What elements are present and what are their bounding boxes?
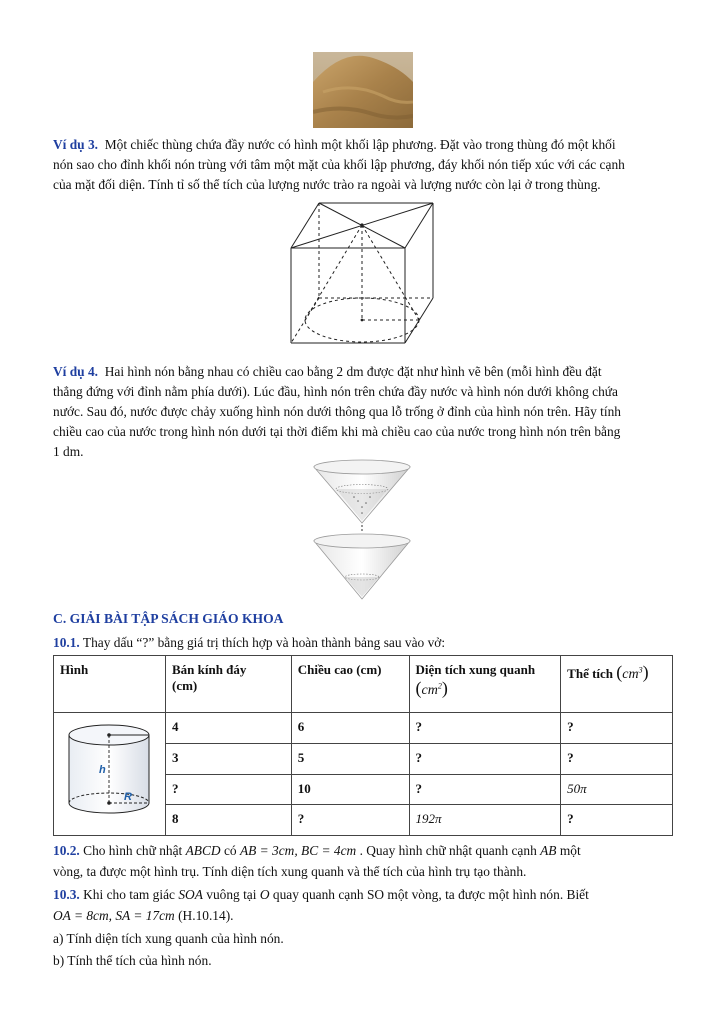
cube-cone-figure xyxy=(285,198,445,356)
sand-pile-photo xyxy=(313,52,413,128)
cell-volume: ? xyxy=(561,805,673,836)
cell-height: 5 xyxy=(291,743,409,774)
example-4-line-5: 1 dm. xyxy=(53,444,84,459)
exercise-10-3-label: 10.3. xyxy=(53,887,80,902)
cylinder-table xyxy=(53,655,673,836)
cylinder-figure xyxy=(54,713,164,831)
exercise-10-2-line-2: vòng, ta được một hình trụ. Tính diện tích xung quanh và thể tích của hình trụ tạo thành. xyxy=(53,864,527,879)
cell-radius: 3 xyxy=(165,743,291,774)
example-3-paragraph xyxy=(53,135,673,195)
table-header-row xyxy=(54,656,673,713)
two-cones-figure xyxy=(308,457,416,605)
example-3-line-2: nón sao cho đỉnh khối nón trùng với tâm một mặt của khối lập phương, đáy khối nón tiếp xúc với các cạnh xyxy=(53,157,625,172)
header-volume: Thể tích $(cm^3)$ xyxy=(561,656,673,713)
exercise-10-1-text: Thay dấu “?” bằng giá trị thích hợp và hoàn thành bảng sau vào vở: xyxy=(82,635,446,650)
exercise-10-1-label: 10.1. xyxy=(53,635,80,650)
header-radius: Bán kính đáy (cm) xyxy=(165,656,291,713)
exercise-10-3-part-a: a) Tính diện tích xung quanh của hình nón. xyxy=(53,931,284,946)
example-3-line-3: của mặt đối diện. Tính tỉ số thể tích của lượng nước trào ra ngoài và lượng nước còn lại ở trong thùng. xyxy=(53,177,601,192)
header-shape: Hình xyxy=(54,656,166,713)
cell-radius: ? xyxy=(165,774,291,805)
cylinder-height-label: h xyxy=(99,764,106,776)
cell-height: 6 xyxy=(291,713,409,744)
cell-area: ? xyxy=(409,743,561,774)
cell-volume: ? xyxy=(561,743,673,774)
exercise-10-2-line-1: 10.2. Cho hình chữ nhật ABCD có AB = 3cm, BC = 4cm . Quay hình chữ nhật quanh cạnh AB một xyxy=(53,843,581,858)
exercise-10-3 xyxy=(53,884,673,926)
exercise-10-3-line-2: OA = 8cm, SA = 17cm (H.10.14). xyxy=(53,908,234,923)
cell-volume: ? xyxy=(561,713,673,744)
exercise-10-2-label: 10.2. xyxy=(53,843,80,858)
section-c-heading: C. GIẢI BÀI TẬP SÁCH GIÁO KHOA xyxy=(53,611,284,626)
example-4-line-1: Ví dụ 4. Hai hình nón bằng nhau có chiều cao bằng 2 dm được đặt như hình vẽ bên (mỗi hình đều đặt xyxy=(53,364,602,379)
table-row xyxy=(54,713,673,744)
cell-radius: 4 xyxy=(165,713,291,744)
example-4-paragraph xyxy=(53,362,673,462)
header-lateral-area: Diện tích xung quanh $(cm^2)$ xyxy=(409,656,561,713)
cell-area: ? xyxy=(409,713,561,744)
exercise-10-2 xyxy=(53,840,673,882)
example-4-line-3: nước. Sau đó, nước được chảy xuống hình nón dưới thông qua lỗ trống ở đỉnh của hình nón trên. Hãy tính xyxy=(53,404,621,419)
cell-volume: 50π xyxy=(561,774,673,805)
example-3-line-1: Ví dụ 3. Một chiếc thùng chứa đầy nước có hình một khối lập phương. Đặt vào trong thùng đó một khối xyxy=(53,137,616,152)
example-4-line-4: chiều cao của nước trong hình nón dưới tại thời điểm khi mà chiều cao của nước trong hình nón trên bằng xyxy=(53,424,621,439)
example-4-label: Ví dụ 4. xyxy=(53,364,99,379)
cell-radius: 8 xyxy=(165,805,291,836)
cell-area: ? xyxy=(409,774,561,805)
exercise-10-3-part-b: b) Tính thể tích của hình nón. xyxy=(53,953,212,968)
exercise-10-1 xyxy=(53,633,445,653)
cylinder-figure-cell xyxy=(54,713,166,836)
header-height: Chiều cao (cm) xyxy=(291,656,409,713)
cylinder-radius-label: R xyxy=(124,791,132,803)
cell-height: ? xyxy=(291,805,409,836)
example-3-label: Ví dụ 3. xyxy=(53,137,99,152)
cell-height: 10 xyxy=(291,774,409,805)
cell-area: 192π xyxy=(409,805,561,836)
exercise-10-3-line-1: 10.3. Khi cho tam giác SOA vuông tại O quay quanh cạnh SO một vòng, ta được một hình nón. Biết xyxy=(53,887,589,902)
example-4-line-2: thẳng đứng với đỉnh nằm phía dưới). Lúc đầu, hình nón trên chứa đầy nước và hình nón dưới không chứa xyxy=(53,384,618,399)
